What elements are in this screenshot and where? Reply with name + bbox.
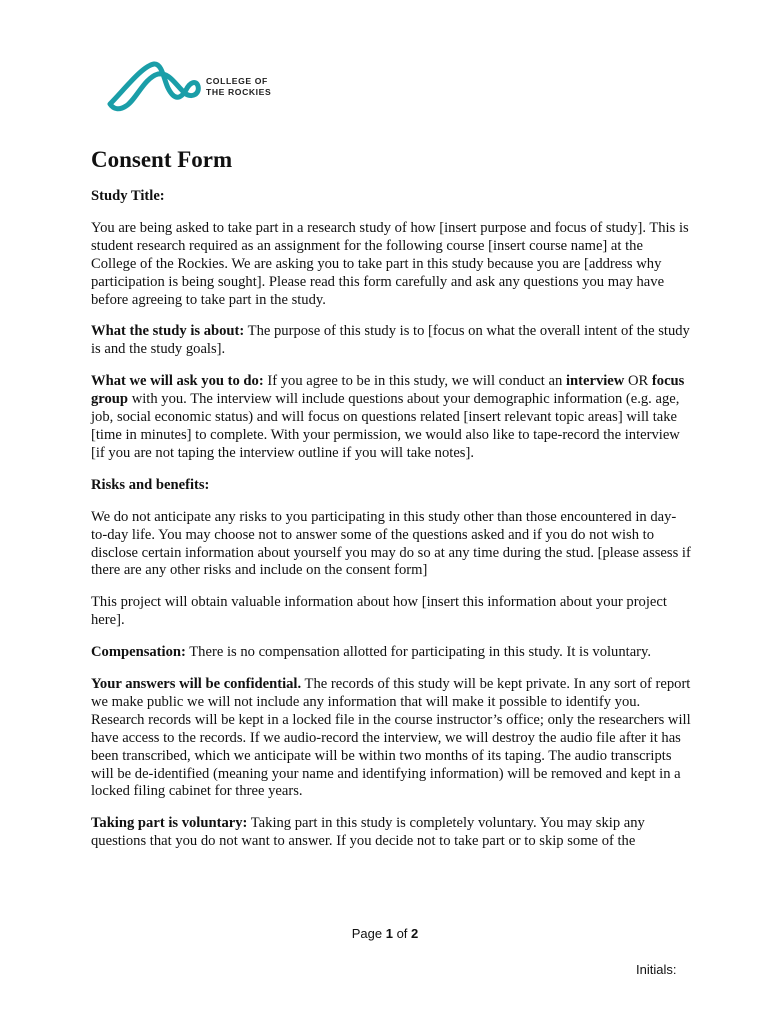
ask-label: What we will ask you to do: — [91, 373, 264, 390]
risks-paragraph-1: We do not anticipate any risks to you participating in this study other than those encountered in day-to-day life. You may choose not to answer some of the questions asked and if you do not wish to disclose certain information about yourself you may do so at any time during the stud. [please assess if there are any other risks and include on the consent form] — [91, 508, 691, 579]
confidential-label: Your answers will be confidential. — [91, 676, 302, 693]
logo-text — [206, 76, 271, 98]
logo-line-2: THE ROCKIES — [206, 87, 272, 97]
of-word: of — [396, 926, 408, 941]
ask-text-1: If you agree to be in this study, we will conduct an — [267, 373, 563, 390]
voluntary-label: Taking part is voluntary: — [91, 815, 248, 832]
about-paragraph — [91, 323, 691, 359]
page-current: 1 — [385, 926, 393, 941]
voluntary-text: Taking part in this study is completely voluntary. You may skip any questions that you do not want to answer. If you decide not to take part or to skip some of the — [91, 815, 645, 850]
page-title: Consent Form — [91, 147, 233, 172]
mountain-wave-logo-icon — [106, 60, 202, 114]
initials-label: Initials: — [636, 962, 677, 977]
ask-text-3: with you. The interview will include questions about your demographic information (e.g. age, job, social economic status) and will focus on questions related [insert relevant topic areas] will take [time in minutes] to complete. With your permission, we would also like to tape-record the interview [if you are not taping the interview outline if you will take notes]. — [91, 391, 680, 461]
risks-heading: Risks and benefits: — [91, 476, 210, 493]
ask-text-2: OR — [627, 373, 649, 390]
about-label: What the study is about: — [91, 323, 245, 340]
logo-line-1: COLLEGE OF — [206, 76, 268, 86]
intro-paragraph: You are being asked to take part in a research study of how [insert purpose and focus of study]. This is student research required as an assignment for the following course [insert course name] at the College of the Rockies. We are asking you to take part in this study because you are [address why participation is being sought]. Please read this form carefully and ask any questions you may have before agreeing to take part in the study. — [91, 219, 689, 308]
college-logo — [106, 60, 276, 114]
risks-heading-paragraph — [91, 477, 691, 495]
page-word: Page — [351, 926, 383, 941]
page-number — [0, 926, 770, 941]
document-body — [91, 146, 691, 865]
ask-paragraph — [91, 373, 691, 463]
voluntary-paragraph — [91, 815, 691, 851]
about-text: The purpose of this study is to [focus on what the overall intent of the study is and the study goals]. — [91, 323, 690, 358]
study-title-label: Study Title: — [91, 188, 165, 204]
compensation-label: Compensation: — [91, 644, 186, 661]
risks-paragraph-2: This project will obtain valuable information about how [insert this information about your project here]. — [91, 594, 667, 629]
study-title-paragraph — [91, 188, 691, 206]
ask-bold-interview: interview — [565, 373, 625, 390]
confidential-text: The records of this study will be kept private. In any sort of report we make public we will not include any information that will make it possible to identify you. Research records will be kept in a locked file in the course instructor’s office; only the researchers will have access to the records. If we audio-record the interview, we will destroy the audio file after it has been transcribed, which we anticipate will be within two months of its taping. The audio transcripts will be de-identified (meaning your name and identifying information) will be removed and kept in a locked filing cabinet for three years. — [91, 676, 691, 800]
ask-bold-focus-group: focus group — [91, 373, 685, 408]
page-total: 2 — [411, 926, 419, 941]
confidential-paragraph — [91, 676, 691, 801]
compensation-text: There is no compensation allotted for participating in this study. It is voluntary. — [189, 644, 652, 661]
compensation-paragraph — [91, 644, 691, 662]
